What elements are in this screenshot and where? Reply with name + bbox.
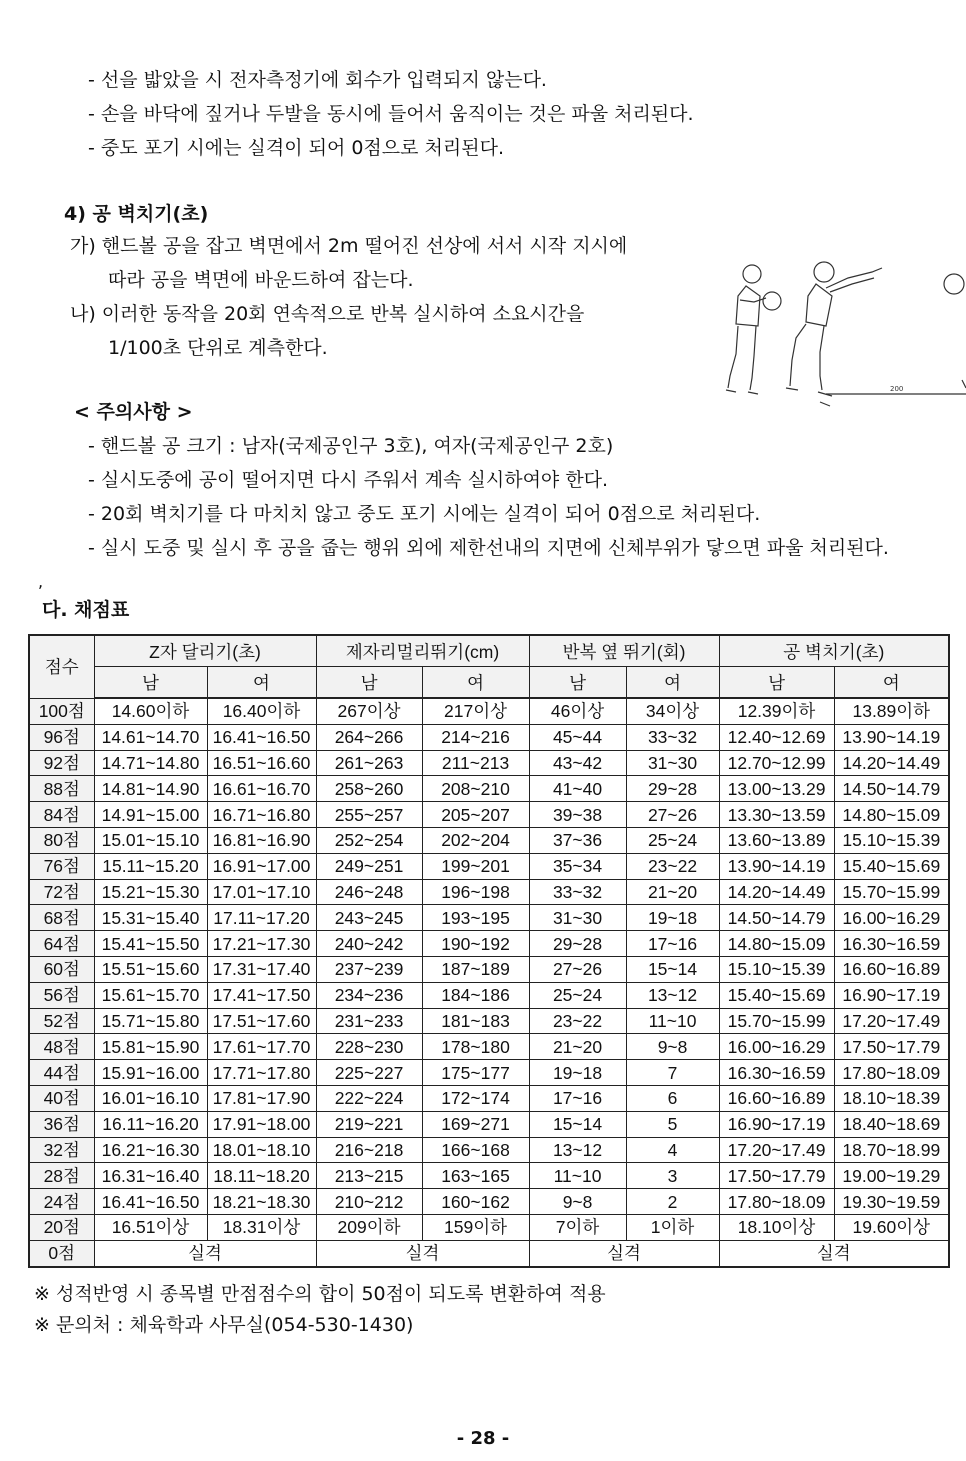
- table-cell: 14.50~14.79: [834, 776, 949, 802]
- score-cell: 44점: [29, 1060, 94, 1086]
- table-cell: 17.50~17.79: [719, 1163, 834, 1189]
- table-cell: 219~221: [316, 1111, 422, 1137]
- table-row: [29, 1240, 949, 1266]
- footnote: ※ 문의처 : 체육학과 사무실(054-530-1430): [34, 1314, 414, 1336]
- table-cell: 33~32: [529, 879, 626, 905]
- score-cell: 24점: [29, 1189, 94, 1215]
- table-cell: 17.61~17.70: [207, 1034, 316, 1060]
- table-row: [29, 931, 949, 957]
- table-cell: 17.80~18.09: [719, 1189, 834, 1215]
- score-cell: 48점: [29, 1034, 94, 1060]
- table-cell: 14.80~15.09: [719, 931, 834, 957]
- score-cell: 76점: [29, 853, 94, 879]
- table-cell: 15.01~15.10: [94, 827, 207, 853]
- table-cell: 29~28: [626, 776, 719, 802]
- table-cell: 16.01~16.10: [94, 1085, 207, 1111]
- table-cell: 31~30: [529, 905, 626, 931]
- table-cell: 7이하: [529, 1214, 626, 1240]
- table-cell: 11~10: [626, 1008, 719, 1034]
- table-cell: 17.20~17.49: [719, 1137, 834, 1163]
- table-cell: 13~12: [626, 982, 719, 1008]
- table-row: [29, 1034, 949, 1060]
- table-row: [29, 1137, 949, 1163]
- table-cell: 216~218: [316, 1137, 422, 1163]
- table-cell: 14.61~14.70: [94, 724, 207, 750]
- table-cell: 14.80~15.09: [834, 802, 949, 828]
- table-cell: 15.71~15.80: [94, 1008, 207, 1034]
- table-cell: 15.10~15.39: [834, 827, 949, 853]
- table-row: [29, 698, 949, 724]
- table-cell: 196~198: [422, 879, 529, 905]
- table-cell: 18.40~18.69: [834, 1111, 949, 1137]
- table-row: [29, 1008, 949, 1034]
- table-cell: 211~213: [422, 750, 529, 776]
- table-cell: 172~174: [422, 1085, 529, 1111]
- table-cell: 21~20: [626, 879, 719, 905]
- table-cell: 34이상: [626, 698, 719, 724]
- score-cell: 40점: [29, 1085, 94, 1111]
- table-cell: 16.51이상: [94, 1214, 207, 1240]
- table-cell: 7: [626, 1060, 719, 1086]
- table-cell: 1이하: [626, 1214, 719, 1240]
- table-cell: 202~204: [422, 827, 529, 853]
- score-cell: 88점: [29, 776, 94, 802]
- table-cell: 184~186: [422, 982, 529, 1008]
- table-cell: 17.51~17.60: [207, 1008, 316, 1034]
- table-cell: 17.50~17.79: [834, 1034, 949, 1060]
- section-title: 다. 채점표: [42, 599, 130, 621]
- score-header: 점수: [29, 635, 94, 698]
- table-cell: 159이하: [422, 1214, 529, 1240]
- table-cell: 4: [626, 1137, 719, 1163]
- table-cell: 261~263: [316, 750, 422, 776]
- table-row: [29, 982, 949, 1008]
- score-table: [28, 634, 950, 1268]
- note-line: - 실시도중에 공이 떨어지면 다시 주워서 계속 실시하여야 한다.: [88, 469, 609, 491]
- table-row: [29, 1163, 949, 1189]
- table-cell: 17.31~17.40: [207, 956, 316, 982]
- table-cell: 246~248: [316, 879, 422, 905]
- table-cell: 18.01~18.10: [207, 1137, 316, 1163]
- table-cell: 16.11~16.20: [94, 1111, 207, 1137]
- score-cell: 60점: [29, 956, 94, 982]
- gender-header: 남: [94, 667, 207, 699]
- table-cell: 14.20~14.49: [834, 750, 949, 776]
- table-cell: 13.90~14.19: [834, 724, 949, 750]
- table-cell: 18.21~18.30: [207, 1189, 316, 1215]
- table-cell: 18.10이상: [719, 1214, 834, 1240]
- table-cell: 6: [626, 1085, 719, 1111]
- stray-mark: ,: [38, 572, 44, 591]
- note-line: - 20회 벽치기를 다 마치치 않고 중도 포기 시에는 실격이 되어 0점으로 처리된다.: [88, 503, 761, 525]
- table-cell: 19~18: [626, 905, 719, 931]
- table-cell: 15.61~15.70: [94, 982, 207, 1008]
- table-cell: 15.81~15.90: [94, 1034, 207, 1060]
- table-row: [29, 879, 949, 905]
- score-cell: 28점: [29, 1163, 94, 1189]
- gender-header: 여: [834, 667, 949, 699]
- table-cell: 31~30: [626, 750, 719, 776]
- table-cell: 17.81~17.90: [207, 1085, 316, 1111]
- table-cell: 45~44: [529, 724, 626, 750]
- table-cell: 16.81~16.90: [207, 827, 316, 853]
- table-cell: 16.60~16.89: [719, 1085, 834, 1111]
- table-cell: 15.41~15.50: [94, 931, 207, 957]
- table-cell: 16.41~16.50: [94, 1189, 207, 1215]
- table-cell: 46이상: [529, 698, 626, 724]
- score-cell: 56점: [29, 982, 94, 1008]
- table-cell: 9~8: [626, 1034, 719, 1060]
- table-cell: 13.30~13.59: [719, 802, 834, 828]
- score-cell: 52점: [29, 1008, 94, 1034]
- table-cell: 18.11~18.20: [207, 1163, 316, 1189]
- page-number: - 28 -: [456, 1428, 510, 1449]
- disqualified-cell: 실격: [316, 1240, 529, 1266]
- table-cell: 16.41~16.50: [207, 724, 316, 750]
- table-cell: 243~245: [316, 905, 422, 931]
- table-cell: 19.60이상: [834, 1214, 949, 1240]
- table-cell: 181~183: [422, 1008, 529, 1034]
- table-cell: 3: [626, 1163, 719, 1189]
- table-cell: 17.20~17.49: [834, 1008, 949, 1034]
- table-cell: 18.10~18.39: [834, 1085, 949, 1111]
- table-cell: 252~254: [316, 827, 422, 853]
- table-cell: 15.11~15.20: [94, 853, 207, 879]
- table-row: [29, 956, 949, 982]
- table-cell: 15.10~15.39: [719, 956, 834, 982]
- table-cell: 15.51~15.60: [94, 956, 207, 982]
- event-header: 공 벽치기(초): [719, 635, 949, 667]
- table-cell: 2: [626, 1189, 719, 1215]
- event-header: Z자 달리기(초): [94, 635, 316, 667]
- table-cell: 15.91~16.00: [94, 1060, 207, 1086]
- table-cell: 264~266: [316, 724, 422, 750]
- table-cell: 193~195: [422, 905, 529, 931]
- event-header: 반복 옆 뛰기(회): [529, 635, 719, 667]
- rule-line: - 중도 포기 시에는 실격이 되어 0점으로 처리된다.: [88, 137, 504, 159]
- table-row: [29, 1214, 949, 1240]
- table-cell: 205~207: [422, 802, 529, 828]
- table-cell: 18.31이상: [207, 1214, 316, 1240]
- table-cell: 17.71~17.80: [207, 1060, 316, 1086]
- table-row: [29, 802, 949, 828]
- table-cell: 16.21~16.30: [94, 1137, 207, 1163]
- disqualified-cell: 실격: [719, 1240, 949, 1266]
- table-cell: 17.80~18.09: [834, 1060, 949, 1086]
- table-cell: 225~227: [316, 1060, 422, 1086]
- table-cell: 15~14: [529, 1111, 626, 1137]
- table-cell: 169~271: [422, 1111, 529, 1137]
- table-cell: 175~177: [422, 1060, 529, 1086]
- table-cell: 16.61~16.70: [207, 776, 316, 802]
- table-row: [29, 776, 949, 802]
- distance-label: 200: [890, 385, 904, 393]
- table-cell: 39~38: [529, 802, 626, 828]
- score-cell: 68점: [29, 905, 94, 931]
- table-cell: 231~233: [316, 1008, 422, 1034]
- table-cell: 15.31~15.40: [94, 905, 207, 931]
- table-cell: 234~236: [316, 982, 422, 1008]
- gender-header: 여: [207, 667, 316, 699]
- table-cell: 210~212: [316, 1189, 422, 1215]
- score-cell: 32점: [29, 1137, 94, 1163]
- table-cell: 15.40~15.69: [719, 982, 834, 1008]
- table-cell: 222~224: [316, 1085, 422, 1111]
- table-row: [29, 905, 949, 931]
- table-cell: 258~260: [316, 776, 422, 802]
- table-cell: 33~32: [626, 724, 719, 750]
- gender-header: 남: [719, 667, 834, 699]
- notes-title: < 주의사항 >: [74, 401, 193, 423]
- score-cell: 84점: [29, 802, 94, 828]
- event-header: 제자리멀리뛰기(cm): [316, 635, 529, 667]
- instruction-line: 가) 핸드볼 공을 잡고 벽면에서 2m 떨어진 선상에 서서 시작 지시에: [70, 235, 628, 257]
- rule-line: - 손을 바닥에 짚거나 두발을 동시에 들어서 움직이는 것은 파울 처리된다.: [88, 103, 694, 125]
- score-cell: 64점: [29, 931, 94, 957]
- table-cell: 15.70~15.99: [719, 1008, 834, 1034]
- gender-header: 남: [316, 667, 422, 699]
- gender-header: 여: [626, 667, 719, 699]
- note-line: - 핸드볼 공 크기 : 남자(국제공인구 3호), 여자(국제공인구 2호): [88, 435, 614, 457]
- note-line: - 실시 도중 및 실시 후 공을 줍는 행위 외에 제한선내의 지면에 신체부위가 닿으면 파울 처리된다.: [88, 537, 889, 559]
- table-cell: 199~201: [422, 853, 529, 879]
- table-cell: 16.30~16.59: [834, 931, 949, 957]
- instruction-line: 나) 이러한 동작을 20회 연속적으로 반복 실시하여 소요시간을: [70, 303, 585, 325]
- table-cell: 17.01~17.10: [207, 879, 316, 905]
- table-cell: 163~165: [422, 1163, 529, 1189]
- table-cell: 25~24: [529, 982, 626, 1008]
- table-row: [29, 724, 949, 750]
- table-cell: 5: [626, 1111, 719, 1137]
- table-cell: 16.71~16.80: [207, 802, 316, 828]
- score-cell: 0점: [29, 1240, 94, 1266]
- table-cell: 13.00~13.29: [719, 776, 834, 802]
- table-row: [29, 1189, 949, 1215]
- table-cell: 209이하: [316, 1214, 422, 1240]
- table-cell: 16.90~17.19: [834, 982, 949, 1008]
- table-row: [29, 1085, 949, 1111]
- disqualified-cell: 실격: [529, 1240, 719, 1266]
- wall-pass-illustration: [722, 256, 966, 412]
- table-cell: 12.40~12.69: [719, 724, 834, 750]
- table-cell: 17.11~17.20: [207, 905, 316, 931]
- table-cell: 214~216: [422, 724, 529, 750]
- table-cell: 13.89이하: [834, 698, 949, 724]
- disqualified-cell: 실격: [94, 1240, 316, 1266]
- score-cell: 100점: [29, 698, 94, 724]
- table-cell: 178~180: [422, 1034, 529, 1060]
- table-cell: 16.40이하: [207, 698, 316, 724]
- table-row: [29, 1060, 949, 1086]
- table-cell: 13.90~14.19: [719, 853, 834, 879]
- instruction-line: 따라 공을 벽면에 바운드하여 잡는다.: [108, 269, 414, 291]
- table-row: [29, 750, 949, 776]
- table-cell: 237~239: [316, 956, 422, 982]
- table-cell: 14.91~15.00: [94, 802, 207, 828]
- table-cell: 17.91~18.00: [207, 1111, 316, 1137]
- table-cell: 14.81~14.90: [94, 776, 207, 802]
- table-cell: 11~10: [529, 1163, 626, 1189]
- table-cell: 13.60~13.89: [719, 827, 834, 853]
- table-cell: 228~230: [316, 1034, 422, 1060]
- table-cell: 15.70~15.99: [834, 879, 949, 905]
- table-cell: 37~36: [529, 827, 626, 853]
- table-cell: 16.91~17.00: [207, 853, 316, 879]
- table-cell: 27~26: [626, 802, 719, 828]
- score-cell: 72점: [29, 879, 94, 905]
- score-cell: 20점: [29, 1214, 94, 1240]
- table-cell: 23~22: [529, 1008, 626, 1034]
- score-cell: 92점: [29, 750, 94, 776]
- table-cell: 14.50~14.79: [719, 905, 834, 931]
- table-cell: 17~16: [626, 931, 719, 957]
- table-cell: 166~168: [422, 1137, 529, 1163]
- footnote: ※ 성적반영 시 종목별 만점점수의 합이 50점이 되도록 변환하여 적용: [34, 1283, 606, 1305]
- table-cell: 217이상: [422, 698, 529, 724]
- section-title: 4) 공 벽치기(초): [64, 203, 209, 225]
- table-cell: 12.39이하: [719, 698, 834, 724]
- table-cell: 35~34: [529, 853, 626, 879]
- table-cell: 160~162: [422, 1189, 529, 1215]
- table-cell: 240~242: [316, 931, 422, 957]
- table-cell: 267이상: [316, 698, 422, 724]
- score-cell: 36점: [29, 1111, 94, 1137]
- table-cell: 19~18: [529, 1060, 626, 1086]
- table-cell: 16.90~17.19: [719, 1111, 834, 1137]
- rule-line: - 선을 밟았을 시 전자측정기에 회수가 입력되지 않는다.: [88, 69, 547, 91]
- table-cell: 16.31~16.40: [94, 1163, 207, 1189]
- table-cell: 19.00~19.29: [834, 1163, 949, 1189]
- table-cell: 17.41~17.50: [207, 982, 316, 1008]
- table-cell: 12.70~12.99: [719, 750, 834, 776]
- table-cell: 15.21~15.30: [94, 879, 207, 905]
- table-cell: 16.51~16.60: [207, 750, 316, 776]
- table-row: [29, 827, 949, 853]
- table-cell: 21~20: [529, 1034, 626, 1060]
- table-row: [29, 1111, 949, 1137]
- gender-header: 여: [422, 667, 529, 699]
- table-cell: 41~40: [529, 776, 626, 802]
- table-cell: 13~12: [529, 1137, 626, 1163]
- table-cell: 14.60이하: [94, 698, 207, 724]
- table-cell: 14.71~14.80: [94, 750, 207, 776]
- table-cell: 9~8: [529, 1189, 626, 1215]
- table-cell: 43~42: [529, 750, 626, 776]
- table-cell: 17~16: [529, 1085, 626, 1111]
- table-cell: 17.21~17.30: [207, 931, 316, 957]
- table-cell: 255~257: [316, 802, 422, 828]
- table-cell: 187~189: [422, 956, 529, 982]
- table-cell: 15.40~15.69: [834, 853, 949, 879]
- table-cell: 208~210: [422, 776, 529, 802]
- gender-header: 남: [529, 667, 626, 699]
- table-row: [29, 853, 949, 879]
- table-cell: 27~26: [529, 956, 626, 982]
- table-cell: 29~28: [529, 931, 626, 957]
- table-cell: 25~24: [626, 827, 719, 853]
- table-cell: 16.30~16.59: [719, 1060, 834, 1086]
- table-cell: 15~14: [626, 956, 719, 982]
- table-cell: 16.60~16.89: [834, 956, 949, 982]
- table-cell: 16.00~16.29: [719, 1034, 834, 1060]
- score-cell: 80점: [29, 827, 94, 853]
- table-cell: 14.20~14.49: [719, 879, 834, 905]
- table-cell: 190~192: [422, 931, 529, 957]
- instruction-line: 1/100초 단위로 계측한다.: [108, 337, 328, 359]
- table-cell: 249~251: [316, 853, 422, 879]
- table-cell: 19.30~19.59: [834, 1189, 949, 1215]
- table-cell: 213~215: [316, 1163, 422, 1189]
- table-cell: 18.70~18.99: [834, 1137, 949, 1163]
- table-cell: 23~22: [626, 853, 719, 879]
- score-cell: 96점: [29, 724, 94, 750]
- table-cell: 16.00~16.29: [834, 905, 949, 931]
